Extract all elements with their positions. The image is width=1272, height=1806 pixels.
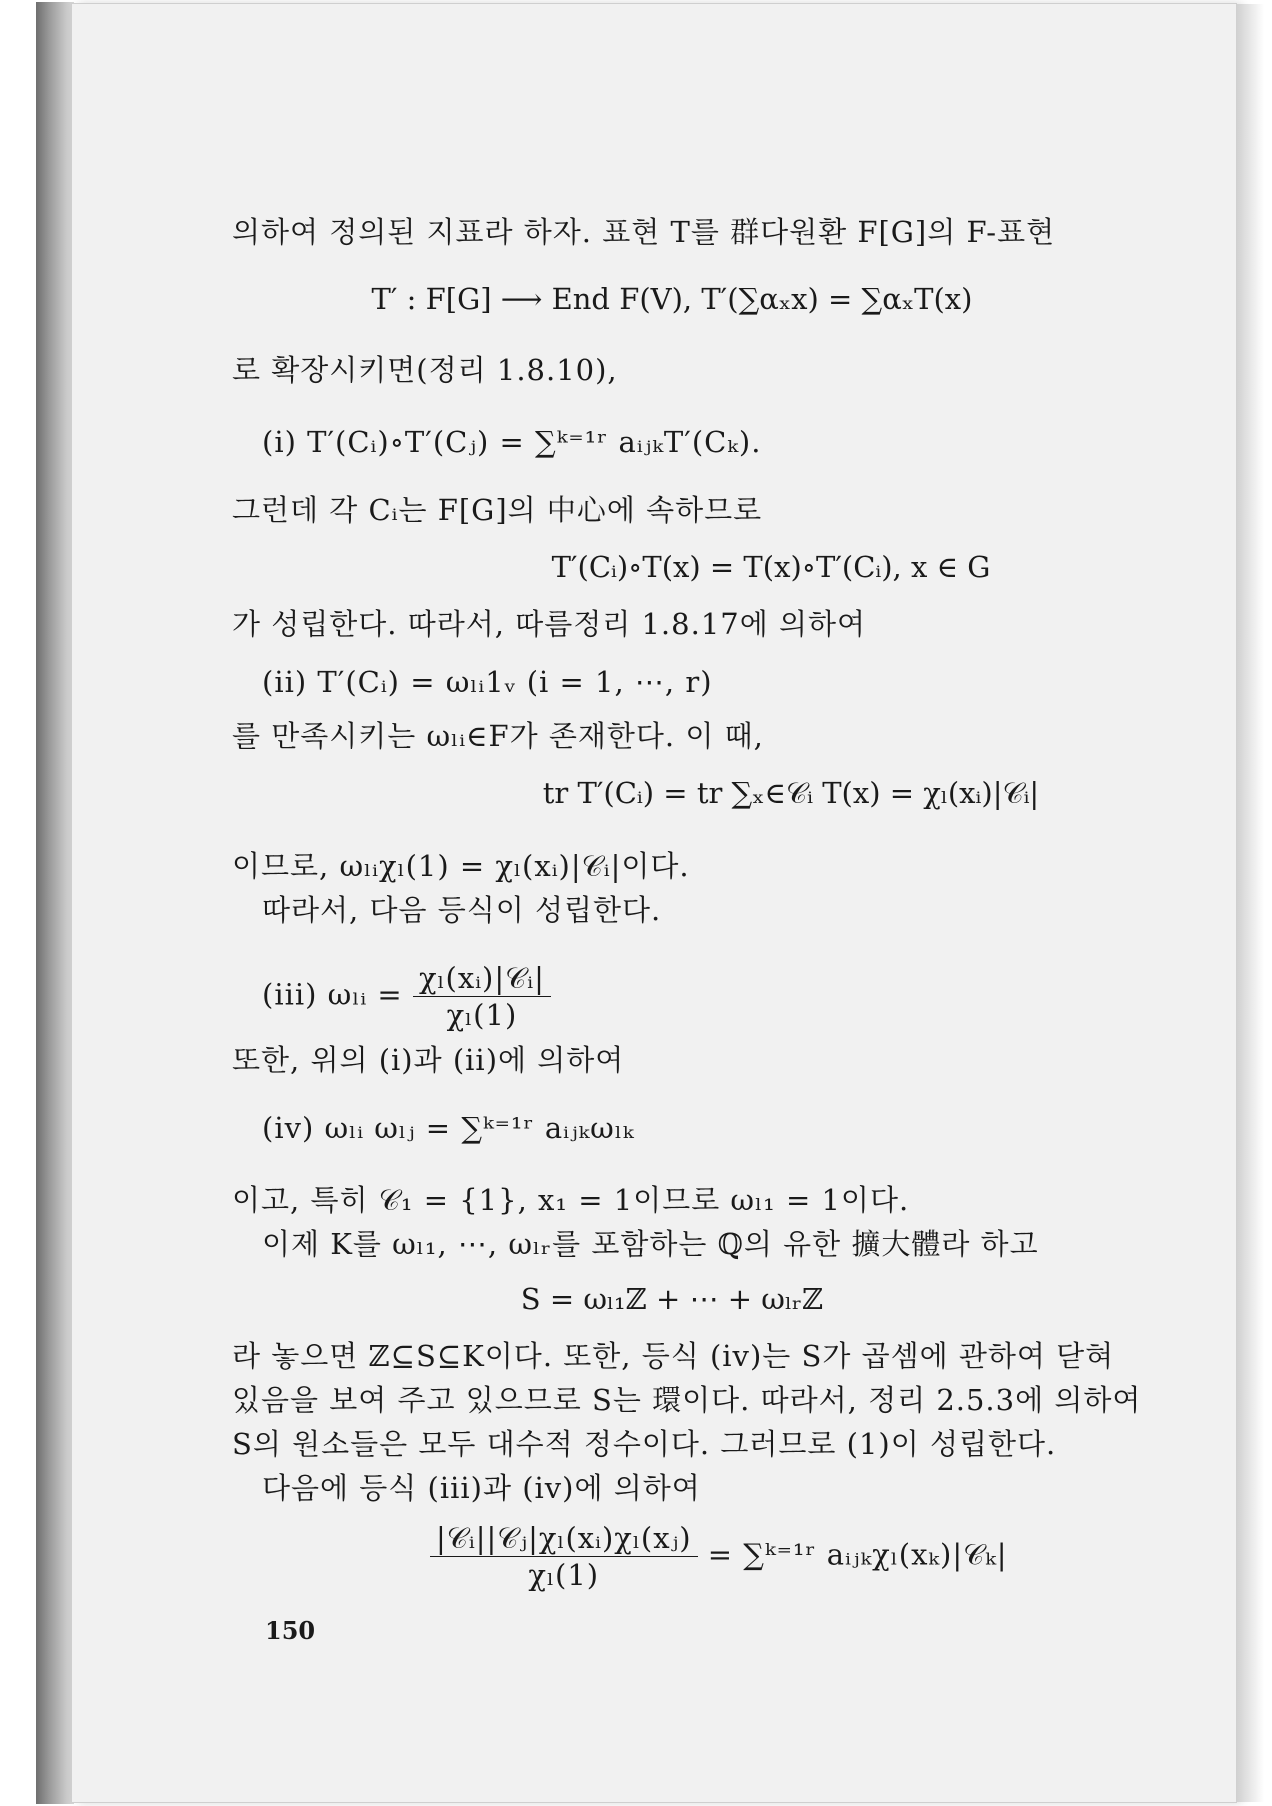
equation-iii	[262, 960, 551, 1033]
page-shadow	[1236, 4, 1264, 1802]
text-line: 라 놓으면 ℤ⊆S⊆K이다. 또한, 등식 (iv)는 S가 곱셈에 관하여 닫혀	[232, 1339, 1115, 1373]
text-line: 가 성립한다. 따라서, 따름정리 1.8.17에 의하여	[232, 607, 866, 641]
denominator: χₗ(1)	[528, 1558, 600, 1592]
equation-i: (i) T′(Cᵢ)∘T′(Cⱼ) = ∑ᵏ⁼¹ʳ aᵢⱼₖT′(Cₖ).	[262, 425, 762, 459]
equation-final	[430, 1520, 1008, 1593]
equation: S = ωₗ₁ℤ + ⋯ + ωₗᵣℤ	[520, 1282, 824, 1316]
denominator: χₗ(1)	[446, 998, 518, 1032]
text-line: 이므로, ωₗᵢχₗ(1) = χₗ(xᵢ)|𝒞ᵢ|이다.	[232, 849, 690, 883]
text-line: 또한, 위의 (i)과 (ii)에 의하여	[232, 1043, 625, 1077]
fraction	[430, 1520, 698, 1593]
equation-iii-label: (iii) ωₗᵢ =	[262, 977, 403, 1012]
text-line: 다음에 등식 (iii)과 (iv)에 의하여	[262, 1471, 701, 1505]
book-edge	[36, 2, 74, 1804]
equation-rhs: = ∑ᵏ⁼¹ʳ aᵢⱼₖχₗ(xₖ)|𝒞ₖ|	[707, 1537, 1008, 1572]
equation-iv: (iv) ωₗᵢ ωₗⱼ = ∑ᵏ⁼¹ʳ aᵢⱼₖωₗₖ	[262, 1111, 635, 1145]
text-line: 를 만족시키는 ωₗᵢ∈F가 존재한다. 이 때,	[232, 719, 764, 753]
text-line: 그런데 각 Cᵢ는 F[G]의 中心에 속하므로	[232, 493, 763, 527]
text-line: 있음을 보여 주고 있으므로 S는 環이다. 따라서, 정리 2.5.3에 의하여	[232, 1383, 1142, 1417]
equation: tr T′(Cᵢ) = tr ∑ₓ∈𝒞ᵢ T(x) = χₗ(xᵢ)|𝒞ᵢ|	[542, 776, 1040, 810]
text-line: 의하여 정의된 지표라 하자. 표현 T를 群다원환 F[G]의 F-표현	[232, 215, 1056, 249]
equation-ii: (ii) T′(Cᵢ) = ωₗᵢ1ᵥ (i = 1, ⋯, r)	[262, 665, 713, 699]
equation: T′(Cᵢ)∘T(x) = T(x)∘T′(Cᵢ), x ∈ G	[551, 550, 991, 584]
text-line: 로 확장시키면(정리 1.8.10),	[232, 353, 618, 387]
text-line: 따라서, 다음 등식이 성립한다.	[262, 893, 662, 927]
numerator: |𝒞ᵢ||𝒞ⱼ|χₗ(xᵢ)χₗ(xⱼ)	[430, 1520, 698, 1557]
equation: T′ : F[G] ⟶ End F(V), T′(∑αₓx) = ∑αₓT(x)	[371, 282, 973, 316]
numerator: χₗ(xᵢ)|𝒞ᵢ|	[413, 960, 551, 997]
text-line: 이고, 특히 𝒞₁ = {1}, x₁ = 1이므로 ωₗ₁ = 1이다.	[232, 1183, 910, 1217]
text-line: 이제 K를 ωₗ₁, ⋯, ωₗᵣ를 포함하는 ℚ의 유한 擴大體라 하고	[262, 1227, 1039, 1261]
fraction	[413, 960, 551, 1033]
text-line: S의 원소들은 모두 대수적 정수이다. 그러므로 (1)이 성립한다.	[232, 1427, 1057, 1461]
page-number: 150	[265, 1616, 316, 1645]
